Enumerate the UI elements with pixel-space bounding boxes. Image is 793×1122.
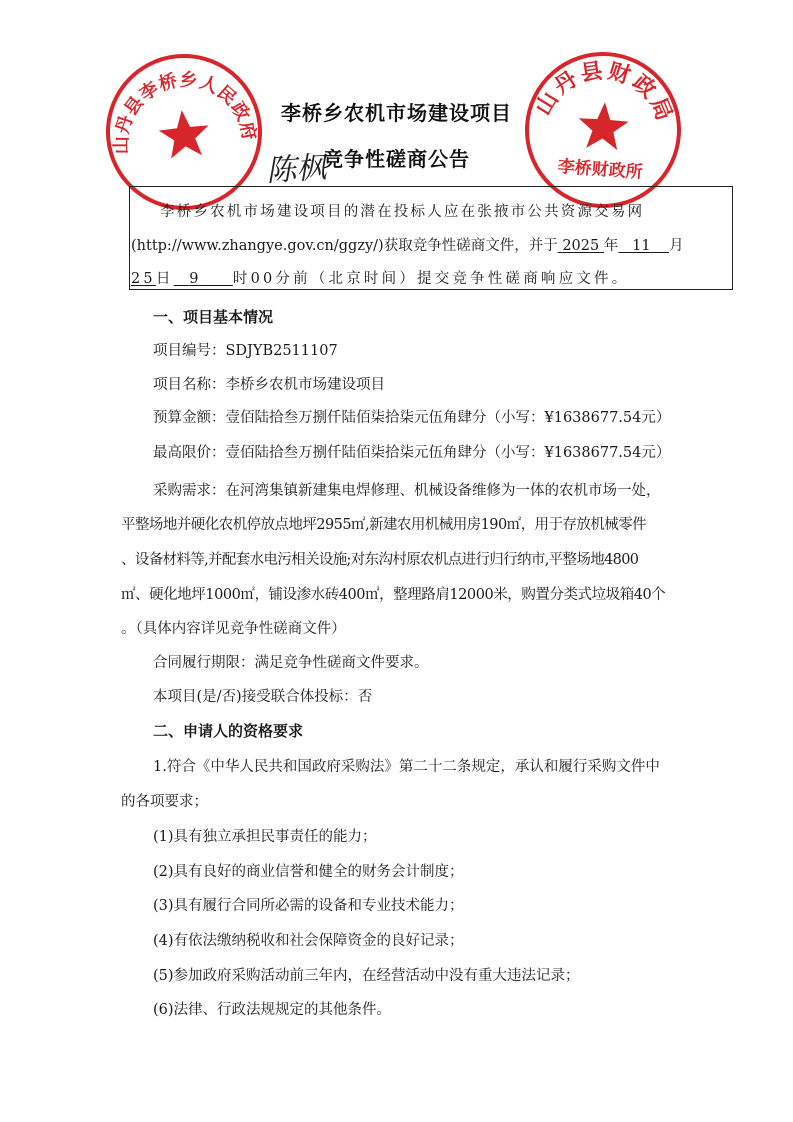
- document-title: 李桥乡农机市场建设项目: [281, 101, 512, 125]
- joint-bid: 本项目(是/否)接受联合体投标：否: [153, 689, 373, 705]
- budget-amount: 预算金额：壹佰陆拾叁万捌仟陆佰柒拾柒元伍角肆分（小写：¥1638677.54元）: [153, 410, 671, 426]
- max-price: 最高限价：壹佰陆拾叁万捌仟陆佰柒拾柒元伍角肆分（小写：¥1638677.54元）: [153, 445, 671, 461]
- requirements-line-1: 采购需求：在河湾集镇新建集电焊修理、机械设备维修为一体的农机市场一处，: [153, 483, 661, 499]
- deadline-day: 25: [131, 271, 156, 287]
- notice-line-3: [131, 267, 629, 288]
- deadline-year: 2025: [562, 238, 600, 254]
- notice-line-2: [131, 234, 684, 255]
- deadline-month: 11: [632, 238, 651, 254]
- notice-line-2-prefix: (http://www.zhangye.gov.cn/ggzy/)获取竞争性磋商文件，并于: [131, 238, 558, 254]
- section-1-heading: 一、项目基本情况: [153, 308, 274, 326]
- requirements-line-3: 、设备材料等,并配套水电污相关设施;对东沟村原农机点进行归行纳市,平整场地4800: [121, 552, 639, 568]
- seal-right-bottom-text: 李桥财政所: [557, 156, 644, 183]
- section-2-heading: 二、申请人的资格要求: [153, 722, 304, 740]
- qualification-item: (3)具有履行合同所必需的设备和专业技术能力；: [153, 898, 464, 914]
- qualification-item: (5)参加政府采购活动前三年内，在经营活动中没有重大违法记录；: [153, 968, 580, 984]
- notice-line-3-suffix: 时00分前（北京时间）提交竞争性磋商响应文件。: [232, 271, 630, 287]
- seal-left-text: 山丹县李桥乡人民政府: [111, 69, 260, 155]
- qualification-item: (6)法律、行政法规规定的其他条件。: [153, 1002, 392, 1018]
- requirements-line-2: 平整场地并硬化农机停放点地坪2955㎡,新建农用机械用房190㎡，用于存放机械零件: [121, 517, 647, 533]
- qualification-item: (4)有依法缴纳税收和社会保障资金的良好记录；: [153, 933, 464, 949]
- signature-text: 陈枫: [265, 150, 328, 190]
- qualification-item: (2)具有良好的商业信誉和健全的财务会计制度；: [153, 864, 464, 880]
- project-number: 项目编号：SDJYB2511107: [153, 343, 338, 359]
- month-unit: 月: [669, 238, 684, 254]
- requirements-line-5: 。（具体内容详见竞争性磋商文件）: [121, 621, 346, 637]
- document-subtitle: 竞争性磋商公告: [323, 147, 470, 171]
- project-name: 项目名称：李桥乡农机市场建设项目: [153, 377, 385, 393]
- deadline-hour: 9: [189, 271, 202, 287]
- qualification-1-line-1: 1.符合《中华人民共和国政府采购法》第二十二条规定，承认和履行采购文件中: [153, 759, 660, 775]
- contract-period: 合同履行期限：满足竞争性磋商文件要求。: [153, 655, 429, 671]
- year-unit: 年: [603, 238, 619, 254]
- qualification-item: (1)具有独立承担民事责任的能力；: [153, 829, 377, 845]
- requirements-line-4: ㎡、硬化地坪1000㎡，铺设渗水砖400㎡，整理路肩12000米，购置分类式垃圾箱40个: [121, 587, 666, 603]
- qualification-1-line-2: 的各项要求；: [121, 794, 208, 810]
- seal-right-text: 山丹县财政局: [531, 58, 678, 127]
- day-unit: 日: [155, 271, 174, 287]
- notice-line-1: 李桥乡农机市场建设项目的潜在投标人应在张掖市公共资源交易网: [160, 204, 645, 220]
